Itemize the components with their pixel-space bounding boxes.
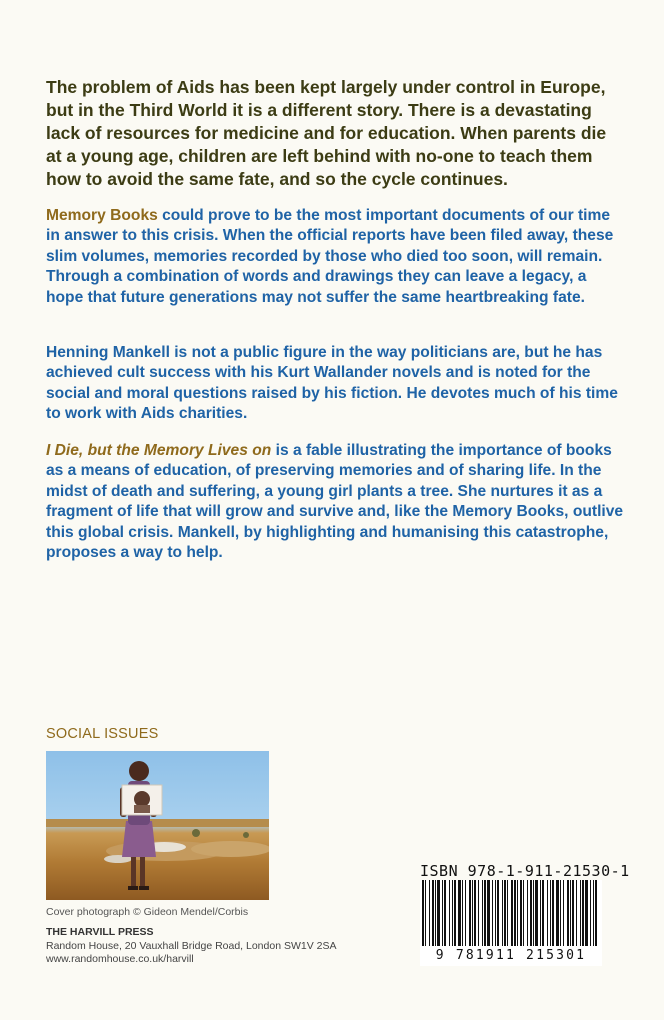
barcode-bar (495, 880, 496, 946)
publisher-name: THE HARVILL PRESS (46, 926, 154, 938)
barcode-digits: 9 781911 215301 (420, 948, 602, 963)
barcode-bar (520, 880, 522, 946)
barcode-bar (435, 880, 436, 946)
barcode-bar (449, 880, 450, 946)
barcode-bar (570, 880, 571, 946)
book-title-highlight: I Die, but the Memory Lives on (46, 442, 272, 459)
barcode-bar (530, 880, 532, 946)
category-label: SOCIAL ISSUES (46, 726, 159, 742)
barcode-bar (422, 880, 424, 946)
memory-books-paragraph (46, 206, 626, 308)
barcode-bar (560, 880, 561, 946)
barcode-bar (517, 880, 518, 946)
barcode-bar (478, 880, 479, 946)
barcode-bar (563, 880, 564, 946)
book-description-paragraph (46, 441, 626, 563)
publisher-address: Random House, 20 Vauxhall Bridge Road, London SW1V 2SA (46, 940, 337, 952)
barcode-bar (452, 880, 453, 946)
barcode-bar (527, 880, 528, 946)
barcode-bar (437, 880, 440, 946)
barcode-bar (492, 880, 493, 946)
barcode-bar (454, 880, 456, 946)
barcode-bar (582, 880, 584, 946)
barcode-bar (504, 880, 506, 946)
barcode-bar (458, 880, 461, 946)
cover-photograph (46, 751, 269, 900)
barcode-bar (484, 880, 486, 946)
book-description-text: is a fable illustrating the importance of books as a means of education, of preserving memories and of sharing life. In the midst of death and suffering, a young girl plants a tree. She nurtures it as a fragment of life that will grow and survive and, like the Memory Books, outlive this global crisis. Mankell, by highlighting and humanising this catastrophe, proposes a way to help. (46, 442, 624, 562)
barcode-bar (425, 880, 426, 946)
isbn-label: ISBN 978-1-911-21530-1 (420, 862, 630, 880)
barcode-bar (550, 880, 551, 946)
barcode-bar (523, 880, 524, 946)
memory-books-highlight: Memory Books (46, 207, 158, 224)
barcode-bar (497, 880, 499, 946)
barcode-bar (547, 880, 548, 946)
barcode-bar (432, 880, 434, 946)
barcode-bar (595, 880, 597, 946)
barcode-bar (444, 880, 446, 946)
barcode-bar (465, 880, 466, 946)
barcode-bar (556, 880, 559, 946)
barcode-bar (540, 880, 541, 946)
barcode-bar (511, 880, 513, 946)
barcode-bar (462, 880, 463, 946)
barcode-bar (502, 880, 503, 946)
barcode-bars (420, 880, 602, 948)
barcode-bar (593, 880, 594, 946)
barcode-bar (552, 880, 554, 946)
barcode-bar (472, 880, 473, 946)
memory-books-text: could prove to be the most important documents of our time in answer to this crisis. When the official reports have been filed away, these slim volumes, memories recorded by those who died too soon, will remain. Through a combination of words and drawings they can leave a legacy, a hope that future generations may not suffer the same heartbreaking fate. (46, 207, 614, 306)
barcode-bar (572, 880, 574, 946)
barcode-bar (482, 880, 483, 946)
barcode-bar (514, 880, 516, 946)
publisher-website: www.randomhouse.co.uk/harvill (46, 953, 194, 965)
photo-credit: Cover photograph © Gideon Mendel/Corbis (46, 906, 249, 918)
barcode-bar (533, 880, 534, 946)
barcode-bar (469, 880, 471, 946)
barcode-bar (576, 880, 577, 946)
barcode-bar (474, 880, 476, 946)
intro-paragraph: The problem of Aids has been kept largely under control in Europe, but in the Third World it is a different story. There is a devastating lack of resources for medicine and for education. When parents die at a young age, children are left behind with no-one to teach them how to avoid the same fate, and so the cycle continues. (46, 77, 607, 189)
barcode-bar (567, 880, 569, 946)
barcode-bar (535, 880, 538, 946)
barcode-bar (442, 880, 443, 946)
barcode-bar (580, 880, 581, 946)
girl-with-photo-image (46, 751, 269, 900)
barcode-bar (590, 880, 591, 946)
barcode-bar (585, 880, 588, 946)
author-bio-paragraph: Henning Mankell is not a public figure in the way politicians are, but he has achieved cult success with his Kurt Wallander novels and is noted for the social and moral questions raised by his fiction. He devotes much of his time to work with Aids charities. (46, 344, 618, 423)
barcode-bar (429, 880, 430, 946)
barcode-bar (507, 880, 508, 946)
barcode-bar (487, 880, 490, 946)
barcode-bar (542, 880, 544, 946)
